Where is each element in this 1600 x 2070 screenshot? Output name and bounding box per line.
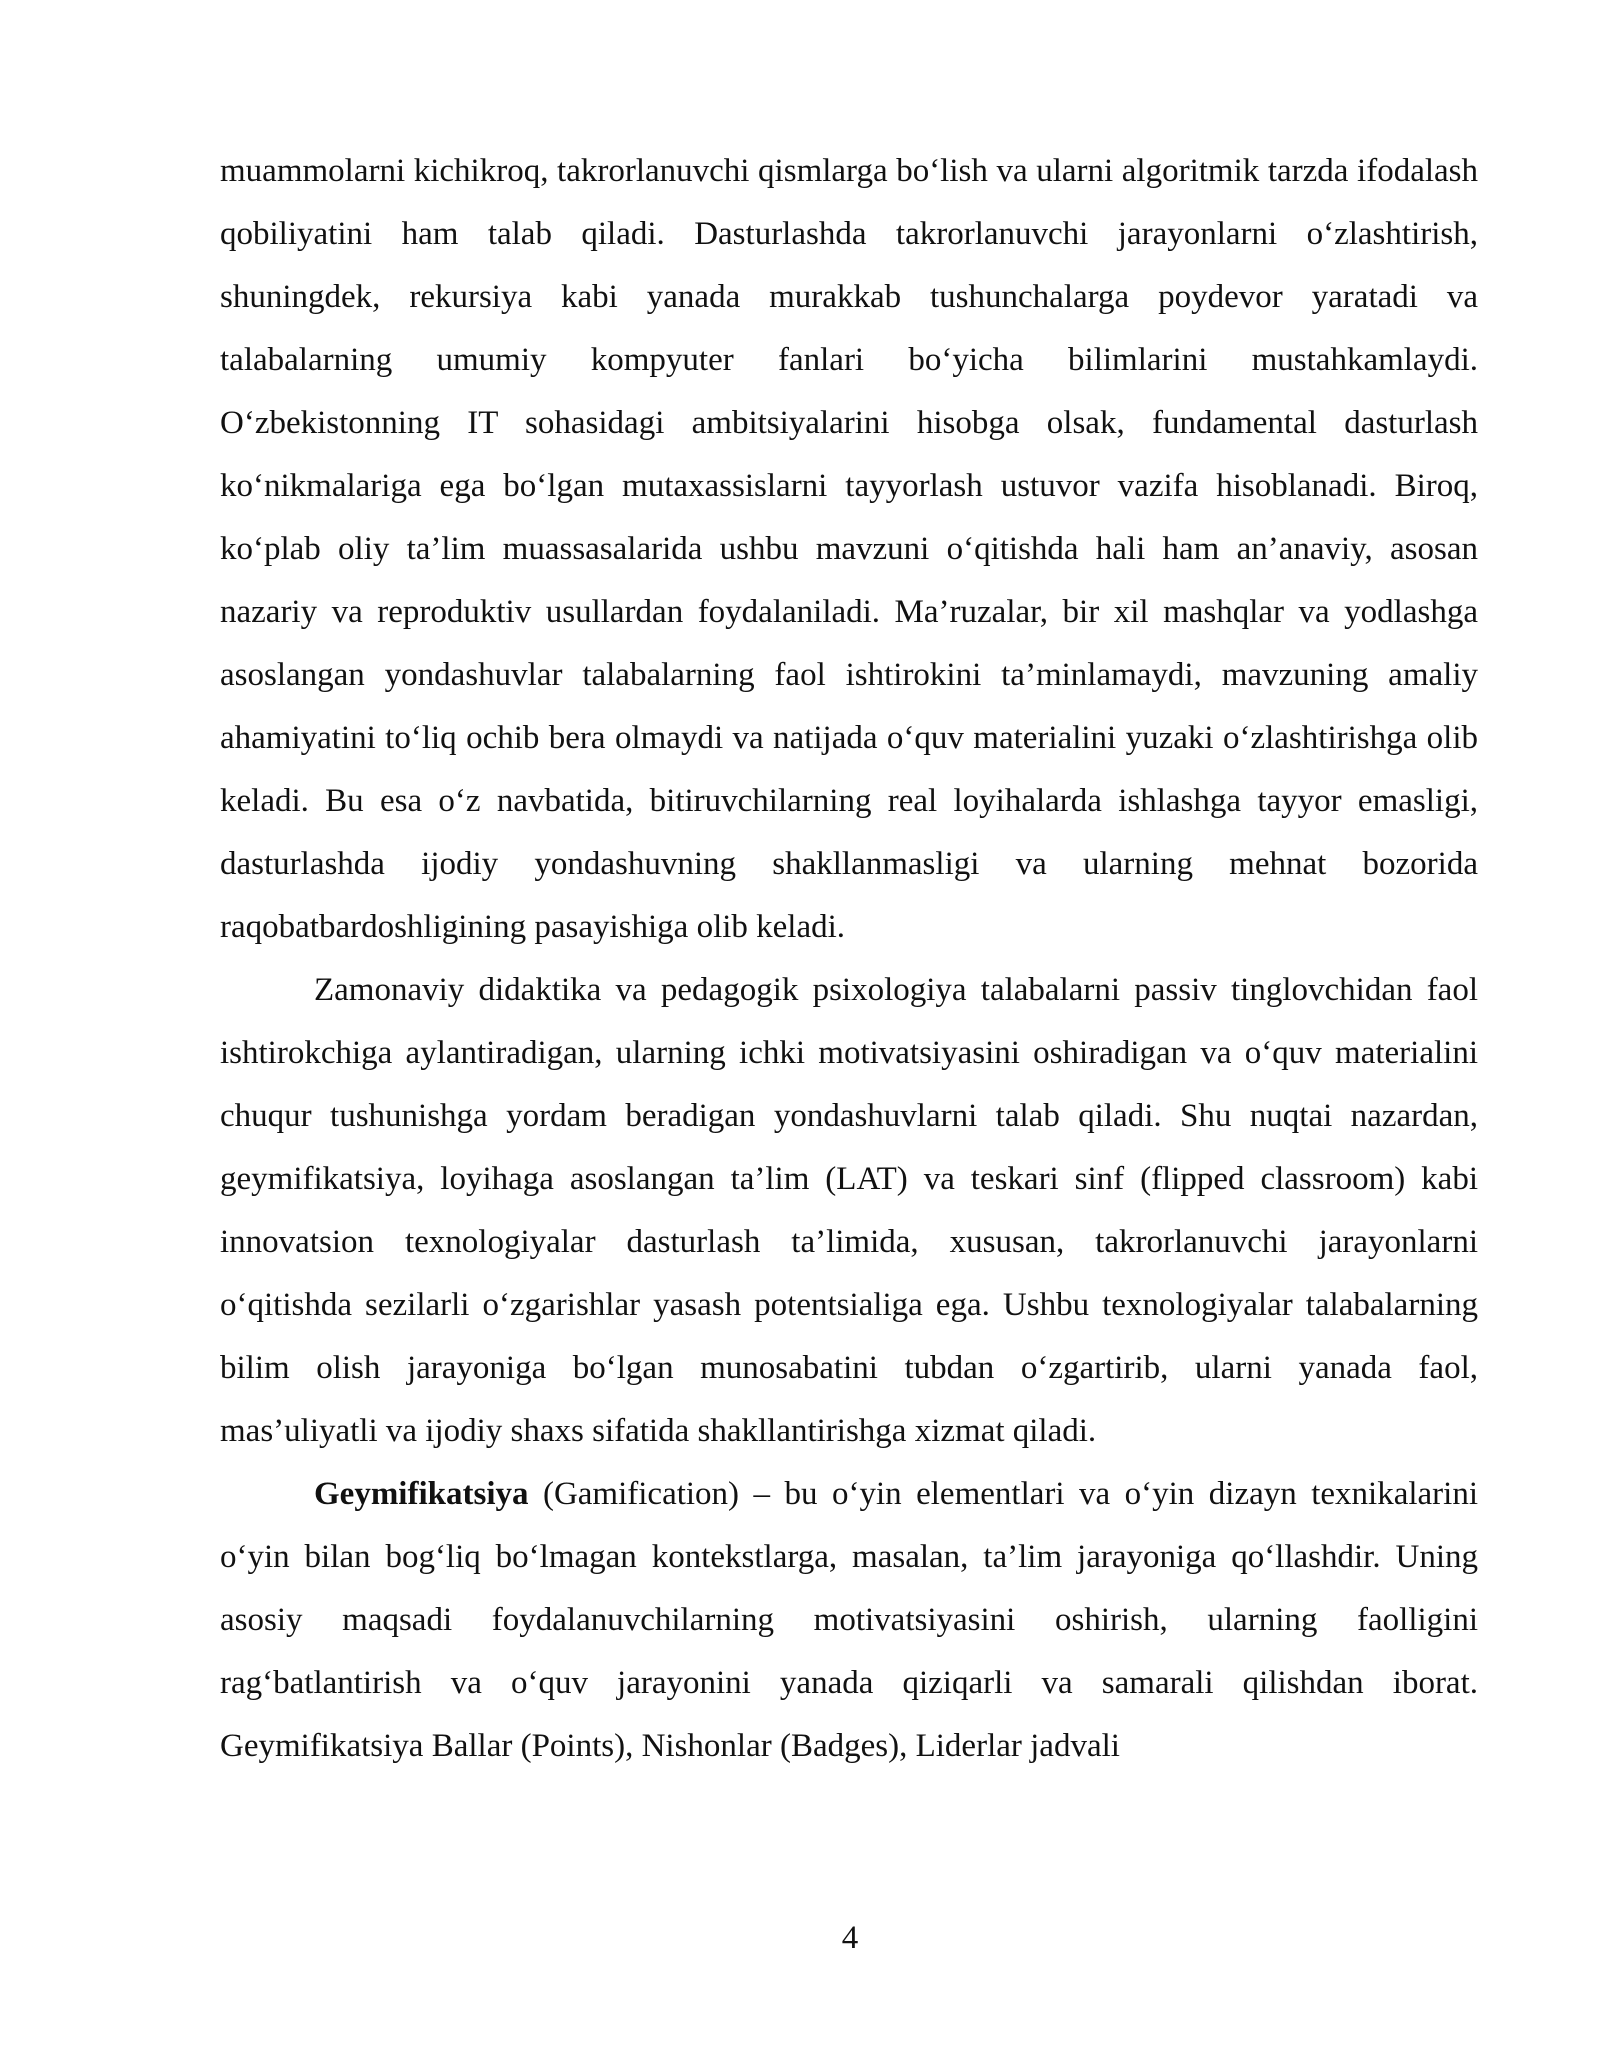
paragraph-1: muammolarni kichikroq, takrorlanuvchi qismlarga bo‘lish va ularni algoritmik tarzda ifodalash qobiliyatini ham talab qiladi. Dasturlashda takrorlanuvchi jarayonlarni o‘zlashtirish, shuningdek, rekursiya kabi yanada murakkab tushunchalarga poydevor yaratadi va talabalarning umumiy kompyuter fanlari bo‘yicha bilimlarini mustahkamlaydi. O‘zbekistonning IT sohasidagi ambitsiyalarini hisobga olsak, fundamental dasturlash ko‘nikmalariga ega bo‘lgan mutaxassislarni tayyorlash ustuvor vazifa hisoblanadi. Biroq, ko‘plab oliy ta’lim muassasalarida ushbu mavzuni o‘qitishda hali ham an’anaviy, asosan nazariy va reproduktiv usullardan foydalaniladi. Ma’ruzalar, bir xil mashqlar va yodlashga asoslangan yondashuvlar talabalarning faol ishtirokini ta’minlamaydi, mavzuning amaliy ahamiyatini to‘liq ochib bera olmaydi va natijada o‘quv materialini yuzaki o‘zlashtirishga olib keladi. Bu esa o‘z navbatida, bitiruvchilarning real loyihalarda ishlashga tayyor emasligi, dasturlashda ijodiy yondashuvning shakllanmasligi va ularning mehnat bozorida raqobatbardoshligining pasayishiga olib keladi. [220, 153, 1478, 945]
page-number: 4 [841, 1920, 859, 1956]
paragraph-3-text: (Gamification) – bu o‘yin elementlari va o‘yin dizayn texnikalarini o‘yin bilan bog‘liq bo‘lmagan kontekstlarga, masalan, ta’lim jarayoniga qo‘llashdir. Uning asosiy maqsadi foydalanuvchilarning motivatsiyasini oshirish, ularning faolligini rag‘batlantirish va o‘quv jarayonini yanada qiziqarli va samarali qilishdan iborat. Geymifikatsiya Ballar (Points), Nishonlar (Badges), Liderlar jadvali [220, 1476, 1478, 1764]
paragraph-2: Zamonaviy didaktika va pedagogik psixologiya talabalarni passiv tinglovchidan faol ishtirokchiga aylantiradigan, ularning ichki motivatsiyasini oshiradigan va o‘quv materialini chuqur tushunishga yordam beradigan yondashuvlarni talab qiladi. Shu nuqtai nazardan, geymifikatsiya, loyihaga asoslangan ta’lim (LAT) va teskari sinf (flipped classroom) kabi innovatsion texnologiyalar dasturlash ta’limida, xususan, takrorlanuvchi jarayonlarni o‘qitishda sezilarli o‘zgarishlar yasash potentsialiga ega. Ushbu texnologiyalar talabalarning bilim olish jarayoniga bo‘lgan munosabatini tubdan o‘zgartirib, ularni yanada faol, mas’uliyatli va ijodiy shaxs sifatida shakllantirishga xizmat qiladi. [220, 972, 1478, 1449]
document-page [220, 140, 1478, 1778]
paragraph-3 [220, 1463, 1478, 1778]
term-geymifikatsiya: Geymifikatsiya [314, 1476, 529, 1512]
